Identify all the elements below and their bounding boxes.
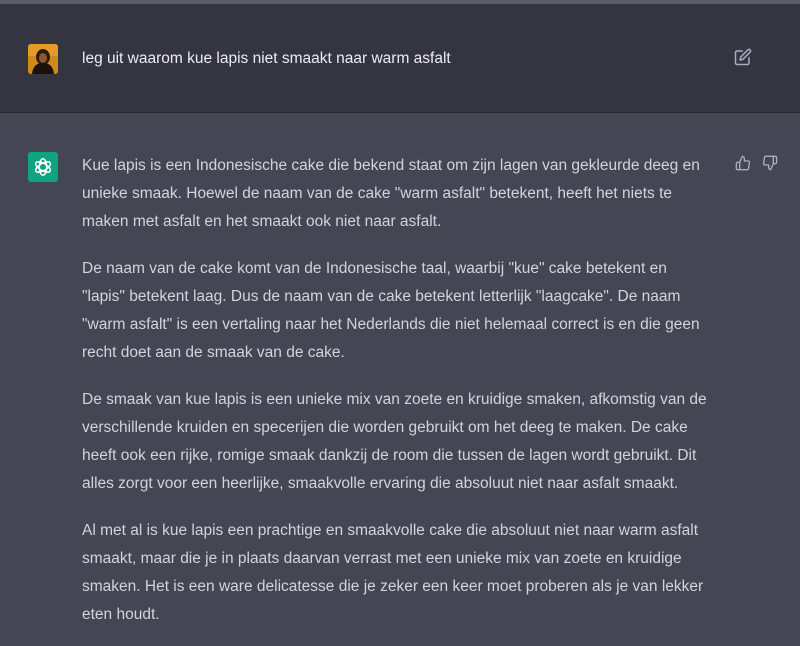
answer-paragraph: Al met al is kue lapis een prachtige en smaakvolle cake die absoluut niet naar warm asfalt smaakt, maar die je in plaats daarvan verrast met een unieke mix van zoete en kruidige smaken. Het is een ware delicatesse die je zeker een keer moet proberen als je van lekker eten houdt. — [82, 522, 704, 623]
user-message-row — [0, 4, 800, 113]
thumbs-down-icon[interactable] — [762, 155, 780, 173]
answer-paragraph: De naam van de cake komt van de Indonesische taal, waarbij "kue" cake betekent en "lapis" betekent laag. Dus de naam van de cake betekent letterlijk "laagcake". De naam "warm asfalt" is een vertaling naar het Nederlands die niet helemaal correct is en die geen recht doet aan de smaak van de cake. — [82, 260, 700, 361]
answer-paragraph: Kue lapis is een Indonesische cake die bekend staat om zijn lagen van gekleurde deeg en unieke smaak. Hoewel de naam van de cake "warm asfalt" betekent, heeft het niets te maken met asfalt en het smaakt ook niet naar asfalt. — [82, 157, 700, 230]
thumbs-up-icon[interactable] — [735, 155, 753, 173]
assistant-message-row — [0, 113, 800, 646]
user-message-text: leg uit waarom kue lapis niet smaakt naar warm asfalt — [82, 50, 451, 67]
user-avatar — [28, 44, 58, 74]
assistant-message-text — [82, 152, 712, 646]
edit-icon[interactable] — [734, 48, 754, 68]
openai-logo-icon — [28, 152, 58, 182]
answer-paragraph: De smaak van kue lapis is een unieke mix van zoete en kruidige smaken, afkomstig van de verschillende kruiden en specerijen die worden gebruikt om het deeg te maken. De cake heeft ook een rijke, romige smaak dankzij de room die tussen de lagen wordt gebruikt. Dit alles zorgt voor een heerlijke, smaakvolle ervaring die absoluut niet naar asfalt smaakt. — [82, 391, 707, 492]
